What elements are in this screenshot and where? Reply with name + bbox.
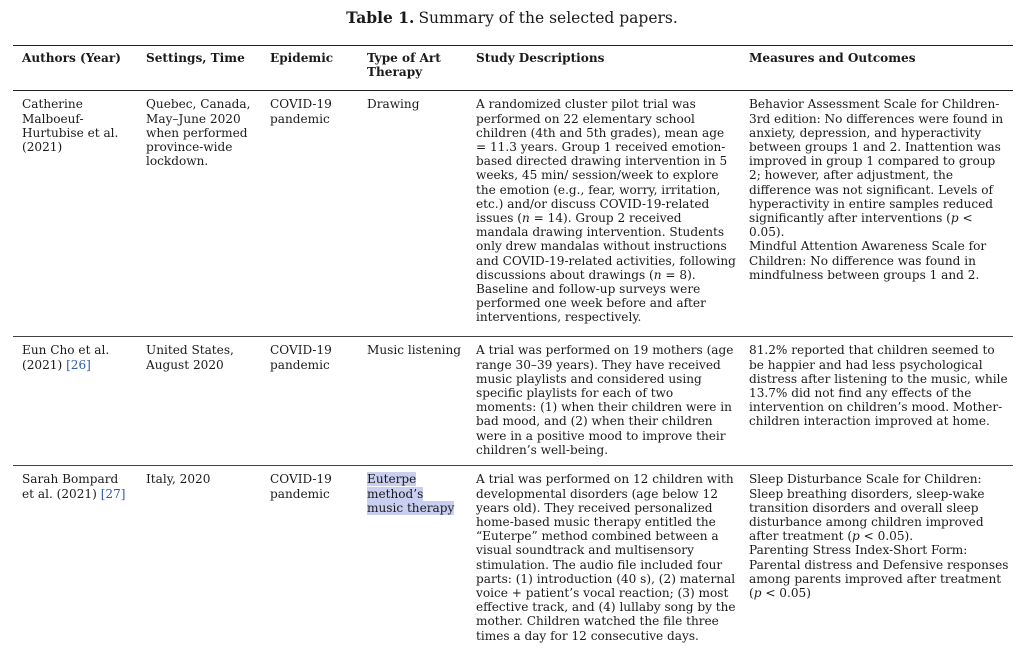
header-settings: Settings, Time [146, 51, 245, 65]
cell-epidemic: COVID-19 pandemic [270, 472, 332, 501]
table-row [13, 466, 1013, 649]
caption-text: Summary of the selected papers. [418, 9, 678, 27]
summary-table [13, 45, 1013, 649]
cell-type [358, 466, 467, 649]
cell-epidemic: COVID-19 pandemic [270, 343, 332, 372]
header-epidemic: Epidemic [270, 51, 334, 65]
cell-outcomes: Sleep Disturbance Scale for Children: Sleep breathing disorders, sleep-wake transition disorders and overall sleep disturbance among children improved after treatment (p < 0.05). Parenting Stress Index-Short Form: Parental distress and Defensive responses among parents improved after treatment (p < 0.05) [749, 472, 1009, 601]
cell-outcomes: Behavior Assessment Scale for Children-3rd edition: No differences were found in anxiety, depression, and hyperactivity between groups 1 and 2. Inattention was improved in group 1 compared to group 2; however, after adjustment, the difference was not significant. Levels of hyperactivity in entire samples reduced significantly after interventions (p < 0.05). Mindful Attention Awareness Scale for Children: No difference was found in mindfulness between groups 1 and 2. [749, 97, 1004, 282]
cell-description: A randomized cluster pilot trial was performed on 22 elementary school children (4th and 5th grades), mean age = 11.3 years. Group 1 received emotion-based directed drawing intervention in 5 weeks, 45 min/ session/week to explore the emotion (e.g., fear, worry, irritation, etc.) and/or discuss COVID-19-related issues (n = 14). Group 2 received mandala drawing intervention. Students only drew mandalas without instructions and COVID-19-related activities, following discussions about drawings (n = 8). Baseline and follow-up surveys were performed one week before and after interventions, respectively. [476, 97, 736, 325]
table-caption [0, 8, 1024, 27]
header-authors: Authors (Year) [22, 51, 121, 65]
citation-link[interactable]: [26] [66, 357, 91, 372]
cell-type: Drawing [367, 97, 420, 112]
highlighted-text: Euterpe method’s music therapy [367, 472, 455, 515]
cell-epidemic: COVID-19 pandemic [270, 97, 332, 126]
cell-outcomes: 81.2% reported that children seemed to be happier and had less psychological distress after listening to the music, while 13.7% did not find any effects of the intervention on children’s mood. Mother-children interaction improved at home. [749, 343, 1008, 429]
cell-authors: Catherine Malboeuf-Hurtubise et al. (2021) [22, 97, 119, 155]
table-header-row [13, 46, 1013, 91]
caption-label: Table 1. [346, 8, 415, 27]
cell-settings: Quebec, Canada, May–June 2020 when performed province-wide lockdown. [146, 97, 251, 169]
table-row [13, 337, 1013, 466]
header-outcomes: Measures and Outcomes [749, 51, 916, 65]
cell-settings: United States, August 2020 [146, 343, 234, 372]
cell-type: Music listening [367, 343, 462, 358]
cell-settings: Italy, 2020 [146, 472, 211, 487]
header-type: Type of Art Therapy [367, 51, 441, 80]
table-row [13, 91, 1013, 337]
cell-description: A trial was performed on 12 children with developmental disorders (age below 12 years old). They received personalized home-based music therapy entitled the “Euterpe” method combined between a visual soundtrack and multisensory stimulation. The audio file included four parts: (1) introduction (40 s), (2) maternal voice + patient’s vocal reaction; (3) most effective track, and (4) lullaby song by the mother. Children watched the file three times a day for 12 consecutive days. [476, 472, 736, 643]
header-description: Study Descriptions [476, 51, 605, 65]
cell-description: A trial was performed on 19 mothers (age range 30–39 years). They have received music playlists and considered using specific playlists for each of two moments: (1) when their children were in bad mood, and (2) when their children were in a positive mood to improve their children’s well-being. [476, 343, 734, 457]
cell-authors: Eun Cho et al. (2021) [26] [22, 343, 110, 372]
cell-authors: Sarah Bompard et al. (2021) [27] [22, 472, 126, 501]
citation-link[interactable]: [27] [100, 486, 126, 501]
